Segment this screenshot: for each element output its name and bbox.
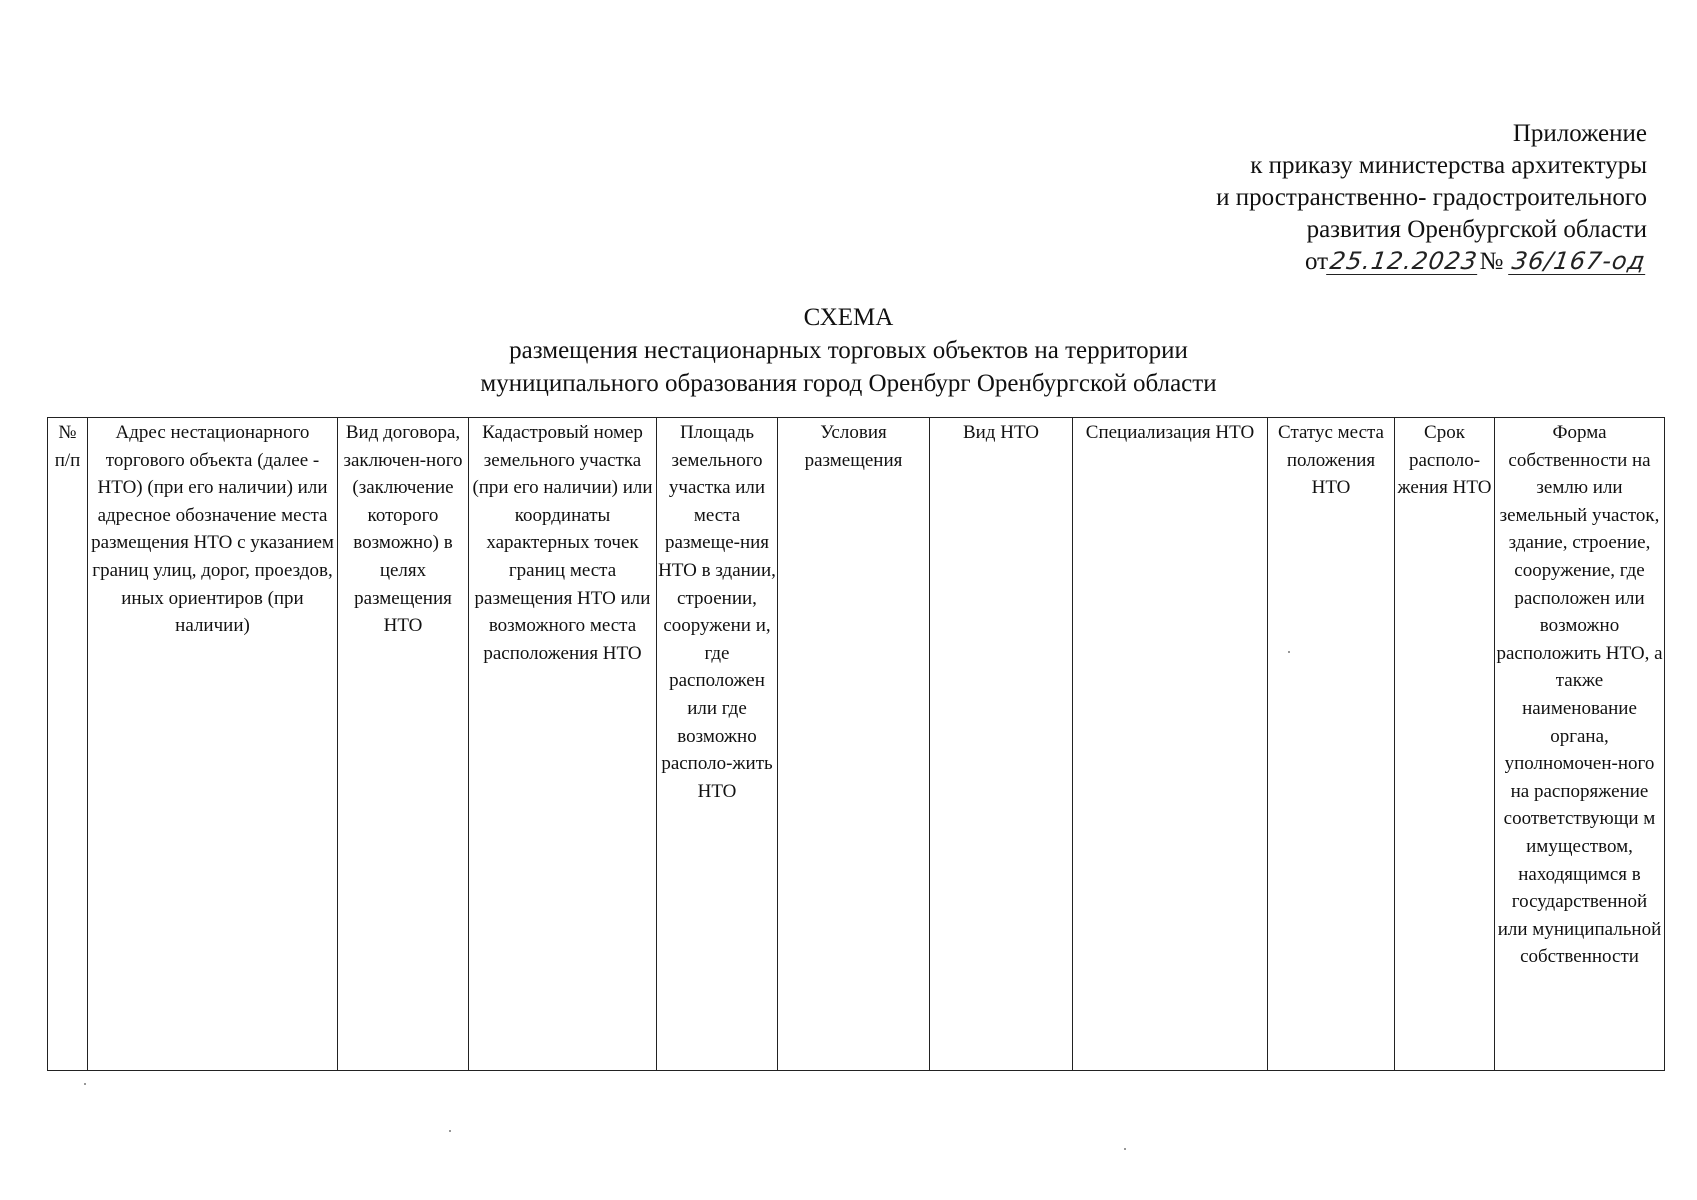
header-cell-term: Срок располо-жения НТО	[1395, 418, 1495, 1071]
date-prefix: от	[1304, 248, 1329, 275]
table-header-row	[48, 418, 1665, 1071]
appendix-header	[1216, 118, 1647, 278]
header-cell-area: Площадь земельного участка или места размеще-ния НТО в здании, строении, сооружени и, где расположен или где возможно располо-жить НТО	[657, 418, 778, 1071]
scan-speck	[1288, 651, 1290, 653]
header-cell-address: Адрес нестационарного торгового объекта (далее - НТО) (при его наличии) или адресное обозначение места размещения НТО с указанием границ улиц, дорог, проездов, иных ориентиров (при наличии)	[88, 418, 338, 1071]
scan-speck	[84, 1083, 86, 1085]
document-title	[0, 301, 1697, 400]
order-date: 25.12.2023	[1328, 247, 1480, 275]
schema-table	[47, 417, 1665, 1071]
number-prefix: №	[1479, 248, 1504, 275]
title-sub-1: размещения нестационарных торговых объектов на территории	[509, 337, 1188, 364]
header-cell-nto-type: Вид НТО	[930, 418, 1073, 1071]
header-cell-contract-type: Вид договора, заключен-ного (заключение которого возможно) в целях размещения НТО	[338, 418, 469, 1071]
header-cell-conditions: Условия размещения	[778, 418, 930, 1071]
header-cell-number: № п/п	[48, 418, 88, 1071]
appendix-ministry: и пространственно- градостроительного	[1216, 184, 1647, 211]
title-sub-2: муниципального образования город Оренбург Оренбургской области	[480, 370, 1217, 397]
schema-table-container	[47, 417, 1664, 1071]
appendix-order-ref: к приказу министерства архитектуры	[1250, 152, 1647, 179]
header-cell-location-status: Статус места положения НТО	[1268, 418, 1395, 1071]
header-cell-specialization: Специализация НТО	[1073, 418, 1268, 1071]
appendix-title: Приложение	[1512, 120, 1647, 147]
title-main: СХЕМА	[803, 304, 894, 331]
scan-speck	[449, 1130, 451, 1132]
header-cell-ownership: Форма собственности на землю или земельный участок, здание, строение, сооружение, где расположен или возможно расположить НТО, а также наименование органа, уполномочен-ного на распоряжение соответствующи м имуществом, находящимся в государственной или муниципальной собственности	[1495, 418, 1665, 1071]
header-cell-cadastral-number: Кадастровый номер земельного участка (при его наличии) или координаты характерных точек границ места размещения НТО или возможного места расположения НТО	[469, 418, 657, 1071]
appendix-region: развития Оренбургской области	[1306, 216, 1647, 243]
scan-speck	[1124, 1148, 1126, 1150]
order-number: 36/167-од	[1509, 247, 1648, 275]
appendix-date-number-line	[1216, 246, 1647, 278]
